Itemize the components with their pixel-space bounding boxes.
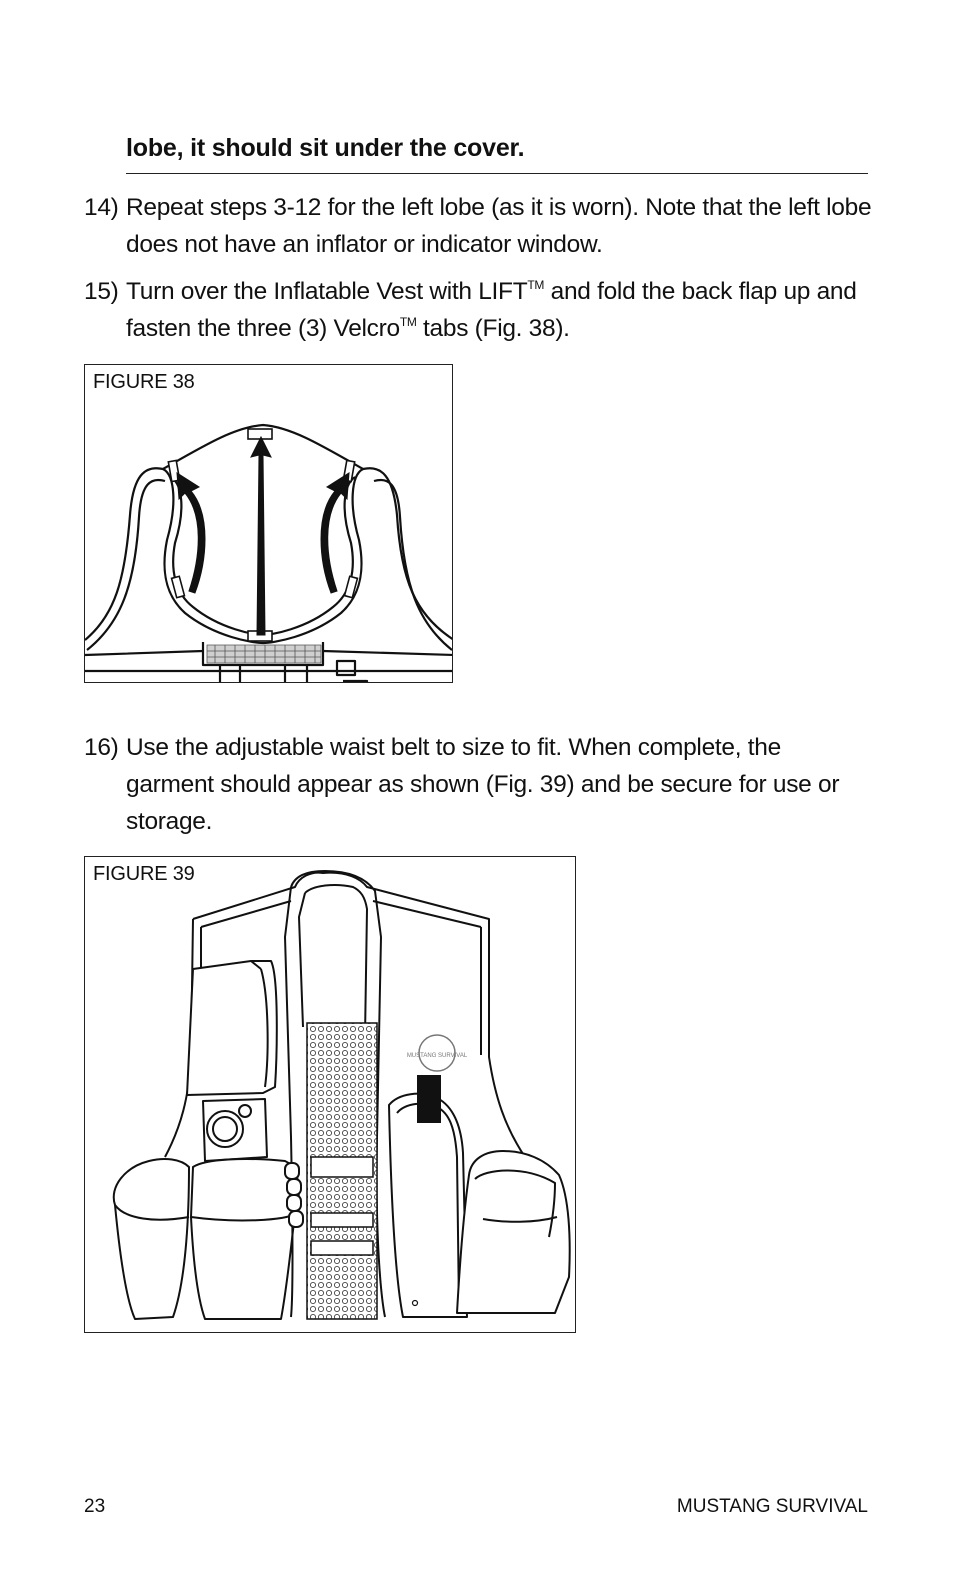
step-number: 16)	[84, 734, 119, 761]
continued-note: lobe, it should sit under the cover.	[126, 134, 525, 162]
vest-front-illustration	[85, 857, 576, 1333]
step-text: Repeat steps 3-12 for the left lobe (as it is worn). Note that the left lobe does not have an inflator or indicator window.	[126, 194, 872, 258]
step-number: 15)	[84, 278, 119, 305]
step-number: 14)	[84, 194, 119, 221]
section-divider	[126, 173, 868, 174]
step-text: Turn over the Inflatable Vest with LIFT™ and fold the back flap up and fasten the three (3) Velcro™ tabs (Fig. 38).	[126, 278, 857, 342]
page-number: 23	[84, 1496, 106, 1517]
svg-text:MUSTANG SURVIVAL: MUSTANG SURVIVAL	[406, 1053, 468, 1059]
vest-back-flap-illustration	[85, 365, 453, 683]
figure-39	[84, 856, 576, 1333]
footer-brand: MUSTANG SURVIVAL	[676, 1496, 868, 1517]
figure-label: FIGURE 39	[93, 863, 195, 885]
figure-38	[84, 364, 453, 683]
step-text: Use the adjustable waist belt to size to fit. When complete, the garment should appear as shown (Fig. 39) and be secure for use or storage.	[126, 734, 840, 835]
figure-label: FIGURE 38	[93, 371, 195, 393]
